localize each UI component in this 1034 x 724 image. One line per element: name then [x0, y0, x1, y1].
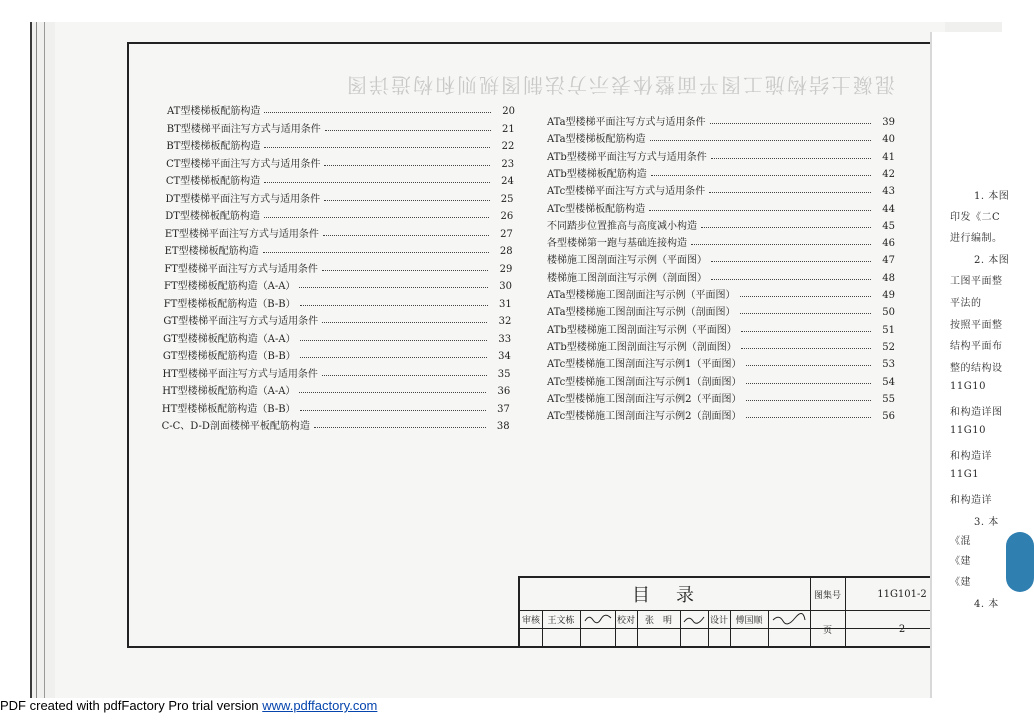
toc-leader-dots	[746, 417, 871, 418]
toc-entry-title: ATa型楼梯板配筋构造	[547, 134, 646, 146]
signature-scribble	[583, 613, 613, 625]
toc-entry-title: CT型楼梯板配筋构造	[165, 176, 261, 187]
toc-entry	[166, 157, 514, 173]
toc-entry-page: 37	[497, 403, 510, 415]
adjacent-page-text: 整的结构设	[950, 363, 1003, 374]
toc-entry-title: ATc型楼梯板配筋构造	[547, 203, 646, 215]
toc-leader-dots	[299, 392, 486, 393]
toc-entry-page: 31	[498, 298, 512, 310]
toc-entry-title: DT型楼梯板配筋构造	[165, 211, 260, 222]
review-label: 审核	[521, 615, 540, 626]
toc-entry	[163, 367, 511, 383]
toc-entry-title: CT型楼梯平面注写方式与适用条件	[166, 158, 321, 170]
toc-entry-title: ATb型楼梯施工图剖面注写示例（剖面图）	[547, 341, 737, 353]
bleed-through-text: 混凝土结构施工图平面整体表示方法制图规则和构造详图	[345, 73, 895, 97]
toc-entry-title: ATb型楼梯板配筋构造	[547, 168, 647, 180]
checker-signature	[680, 610, 708, 628]
adjacent-page-text: 《建	[950, 577, 971, 588]
toc-entry-title: HT型楼梯板配筋构造（A-A）	[162, 386, 296, 397]
toc-entry	[547, 167, 895, 183]
pdf-watermark-footer	[0, 698, 377, 713]
toc-leader-dots	[650, 140, 871, 141]
toc-entry-title: ET型楼梯板配筋构造	[164, 246, 259, 257]
toc-leader-dots	[264, 182, 490, 183]
toc-entry-page: 38	[496, 421, 510, 432]
toc-entry-page: 30	[499, 281, 512, 292]
adjacent-page-text: 和构造详图	[950, 407, 1003, 418]
toc-leader-dots	[300, 305, 488, 306]
toc-entry-title: ATa型楼梯平面注写方式与适用条件	[547, 117, 706, 128]
toc-entry	[166, 174, 514, 190]
toc-leader-dots	[324, 200, 489, 201]
toc-entry	[547, 184, 895, 200]
toc-leader-dots	[322, 375, 487, 376]
checker-name: 张 明	[644, 615, 672, 626]
adjacent-page-text: 进行编制。	[950, 233, 1003, 244]
toc-leader-dots	[710, 123, 871, 124]
adjacent-page-edge	[930, 32, 1022, 698]
toc-entry-page: 51	[882, 324, 895, 336]
toc-entry-page: 28	[499, 246, 513, 257]
pdffactory-link[interactable]: www.pdffactory.com	[262, 698, 378, 713]
toc-entry-page: 47	[882, 255, 895, 267]
reviewer-name: 王文栋	[547, 615, 575, 626]
blue-mark	[1006, 532, 1034, 592]
toc-entry	[167, 122, 515, 138]
toc-leader-dots	[701, 227, 871, 228]
toc-entry	[165, 244, 513, 260]
toc-entry-title: GT型楼梯平面注写方式与适用条件	[163, 316, 319, 327]
adjacent-page-text: 和构造详	[950, 495, 992, 506]
toc-entry-title: ATb型楼梯平面注写方式与适用条件	[547, 151, 707, 163]
toc-entry-page: 21	[501, 123, 515, 135]
toc-entry	[164, 262, 512, 278]
toc-entry-title: ATa型楼梯施工图剖面注写示例（平面图）	[547, 290, 736, 301]
toc-leader-dots	[264, 147, 490, 148]
adjacent-page-text: 《建	[950, 556, 971, 567]
atlas-number-label: 图集号	[813, 590, 841, 601]
toc-leader-dots	[649, 210, 871, 211]
footer-text: PDF created with pdfFactory Pro trial version	[0, 698, 263, 713]
adjacent-page-text: 结构平面布	[950, 341, 1003, 352]
toc-entry	[162, 419, 510, 435]
toc-leader-dots	[691, 244, 871, 245]
toc-entry	[164, 297, 512, 313]
adjacent-page-text: 《混	[950, 536, 971, 547]
toc-entry-page: 41	[882, 151, 895, 163]
toc-entry-page: 44	[882, 203, 895, 215]
toc-entry	[547, 150, 895, 166]
toc-entry-title: 楼梯施工图剖面注写示例（平面图）	[547, 255, 707, 267]
toc-leader-dots	[711, 279, 871, 280]
toc-leader-dots	[300, 357, 487, 358]
adjacent-page-text: 按照平面整	[950, 320, 1003, 331]
toc-entry-title: ATc型楼梯施工图剖面注写示例1（剖面图）	[547, 376, 742, 388]
toc-entry-page: 40	[882, 134, 895, 146]
adjacent-page-text: 印发《二C	[950, 212, 1001, 223]
toc-entry-title: ATc型楼梯施工图剖面注写示例2（剖面图）	[547, 411, 742, 423]
toc-entry-title: ATc型楼梯施工图剖面注写示例2（平面图）	[547, 393, 742, 405]
toc-leader-dots	[299, 287, 488, 288]
binding-edge	[30, 22, 32, 698]
toc-leader-dots	[711, 261, 871, 262]
adjacent-page-text: 4. 本	[974, 599, 999, 610]
page-label: 页	[822, 625, 832, 636]
toc-entry	[163, 349, 511, 365]
page-number: 2	[898, 623, 906, 635]
toc-leader-dots	[746, 400, 871, 401]
toc-entry-title: AT型楼梯板配筋构造	[167, 106, 261, 117]
reviewer-signature	[580, 610, 615, 628]
binding-edge	[44, 22, 45, 698]
toc-entry-page: 22	[501, 141, 515, 152]
toc-entry	[164, 279, 512, 295]
toc-entry	[165, 209, 513, 225]
toc-entry	[166, 139, 514, 155]
toc-entry-title: ATa型楼梯施工图剖面注写示例（剖面图）	[547, 307, 736, 319]
adjacent-page-text: 和构造详	[950, 451, 992, 462]
toc-entry	[163, 332, 511, 348]
toc-entry-page: 50	[882, 307, 895, 319]
toc-entry-title: ATb型楼梯施工图剖面注写示例（平面图）	[547, 324, 737, 336]
toc-entry-title: BT型楼梯平面注写方式与适用条件	[166, 123, 321, 135]
toc-entry-title: HT型楼梯平面注写方式与适用条件	[162, 368, 318, 380]
toc-entry-title: 楼梯施工图剖面注写示例（剖面图）	[547, 272, 707, 284]
adjacent-page-text: 11G10	[950, 381, 986, 392]
adjacent-page-text: 平法的	[950, 298, 982, 309]
toc-entry	[547, 323, 895, 339]
signature-scribble	[771, 613, 807, 625]
toc-entry	[547, 219, 895, 235]
toc-leader-dots	[746, 365, 871, 366]
signature-scribble	[682, 613, 706, 625]
scanned-sheet	[30, 22, 1010, 698]
toc-entry-page: 33	[498, 333, 512, 345]
adjacent-page-text: 1. 本图	[974, 191, 1010, 202]
designer-name: 傅国顺	[735, 615, 763, 626]
toc-leader-dots	[740, 313, 871, 314]
toc-leader-dots	[741, 348, 871, 349]
binding-edge	[36, 22, 37, 698]
toc-entry-page: 25	[500, 193, 514, 205]
check-label: 校对	[616, 615, 635, 626]
adjacent-page-text: 工图平面整	[950, 276, 1003, 287]
toc-entry-page: 20	[502, 106, 515, 117]
toc-entry-page: 55	[882, 393, 895, 405]
toc-entry	[547, 392, 895, 408]
toc-entry	[547, 340, 895, 356]
toc-entry	[547, 357, 895, 373]
designer-signature	[768, 610, 810, 628]
toc-entry-page: 46	[882, 238, 895, 250]
toc-leader-dots	[264, 112, 491, 113]
toc-entry	[547, 202, 895, 218]
toc-entry-title: ATc型楼梯施工图剖面注写示例1（平面图）	[547, 359, 742, 371]
toc-leader-dots	[322, 322, 487, 323]
adjacent-page-text: 11G10	[950, 425, 986, 436]
toc-entry-page: 48	[882, 272, 895, 284]
toc-entry-page: 23	[501, 158, 515, 170]
toc-leader-dots	[324, 165, 490, 166]
title-block	[518, 576, 959, 648]
toc-entry-page: 43	[882, 186, 895, 198]
toc-entry-title: HT型楼梯板配筋构造（B-B）	[161, 403, 296, 415]
toc-entry	[163, 314, 511, 330]
toc-entry-page: 34	[498, 351, 511, 362]
toc-entry-title: 各型楼梯第一跑与基础连接构造	[547, 238, 687, 250]
toc-leader-dots	[651, 175, 871, 176]
toc-leader-dots	[264, 217, 489, 218]
toc-entry-page: 26	[500, 211, 514, 222]
toc-entry	[167, 104, 515, 120]
adjacent-page-text: 2. 本图	[974, 255, 1010, 266]
toc-entry	[165, 227, 513, 243]
toc-entry-title: ET型楼梯平面注写方式与适用条件	[164, 228, 319, 240]
toc-entry-page: 45	[882, 220, 895, 232]
atlas-number: 11G101-2	[877, 588, 927, 600]
toc-leader-dots	[741, 331, 871, 332]
adjacent-page-text: 11G1	[950, 469, 980, 480]
toc-leader-dots	[709, 192, 871, 193]
toc-leader-dots	[314, 427, 486, 428]
toc-entry-title: C-C、D-D剖面楼梯平板配筋构造	[161, 421, 310, 432]
toc-entry-title: FT型楼梯板配筋构造（B-B）	[163, 298, 296, 310]
toc-leader-dots	[300, 340, 488, 341]
toc-entry-title: FT型楼梯板配筋构造（A-A）	[164, 281, 296, 292]
toc-entry-page: 27	[500, 228, 513, 240]
toc-entry-title: GT型楼梯板配筋构造（A-A）	[163, 333, 296, 345]
toc-entry	[166, 192, 514, 208]
toc-leader-dots	[263, 252, 489, 253]
toc-leader-dots	[323, 235, 489, 236]
toc-entry	[547, 409, 895, 425]
toc-entry-title: BT型楼梯板配筋构造	[166, 141, 261, 152]
toc-entry-page: 53	[882, 359, 895, 371]
toc-entry	[547, 375, 895, 391]
toc-entry	[547, 288, 895, 304]
toc-entry	[162, 402, 510, 418]
toc-entry-page: 39	[882, 117, 895, 128]
toc-entry-page: 56	[882, 411, 895, 423]
toc-leader-dots	[322, 270, 488, 271]
toc-entry-title: DT型楼梯平面注写方式与适用条件	[165, 193, 321, 205]
toc-entry-page: 32	[498, 316, 512, 327]
toc-page	[55, 22, 945, 698]
toc-entry	[547, 115, 895, 131]
toc-entry-title: GT型楼梯板配筋构造（B-B）	[162, 351, 296, 362]
toc-entry	[547, 305, 895, 321]
toc-entry	[547, 253, 895, 269]
toc-leader-dots	[746, 383, 871, 384]
title-block-title: 目 录	[632, 585, 698, 606]
toc-entry-page: 29	[499, 263, 513, 275]
toc-entry-page: 36	[497, 386, 511, 397]
toc-entry-page: 52	[882, 341, 895, 353]
toc-entry-title: 不同踏步位置推高与高度减小构造	[547, 220, 697, 232]
adjacent-page-text: 3. 本	[974, 517, 999, 528]
toc-entry-page: 54	[882, 376, 895, 388]
toc-entry-title: FT型楼梯平面注写方式与适用条件	[164, 263, 318, 275]
toc-leader-dots	[711, 158, 871, 159]
design-label: 设计	[709, 615, 728, 626]
toc-entry-title: ATc型楼梯平面注写方式与适用条件	[547, 186, 706, 198]
toc-entry	[547, 236, 895, 252]
toc-leader-dots	[300, 410, 486, 411]
toc-leader-dots	[740, 296, 871, 297]
toc-entry-page: 42	[882, 168, 895, 180]
toc-entry	[547, 132, 895, 148]
toc-entry-page: 24	[501, 176, 514, 187]
toc-entry-page: 35	[497, 368, 511, 380]
toc-entry-page: 49	[882, 290, 895, 301]
toc-entry	[162, 384, 510, 400]
toc-leader-dots	[325, 130, 491, 131]
toc-entry	[547, 271, 895, 287]
